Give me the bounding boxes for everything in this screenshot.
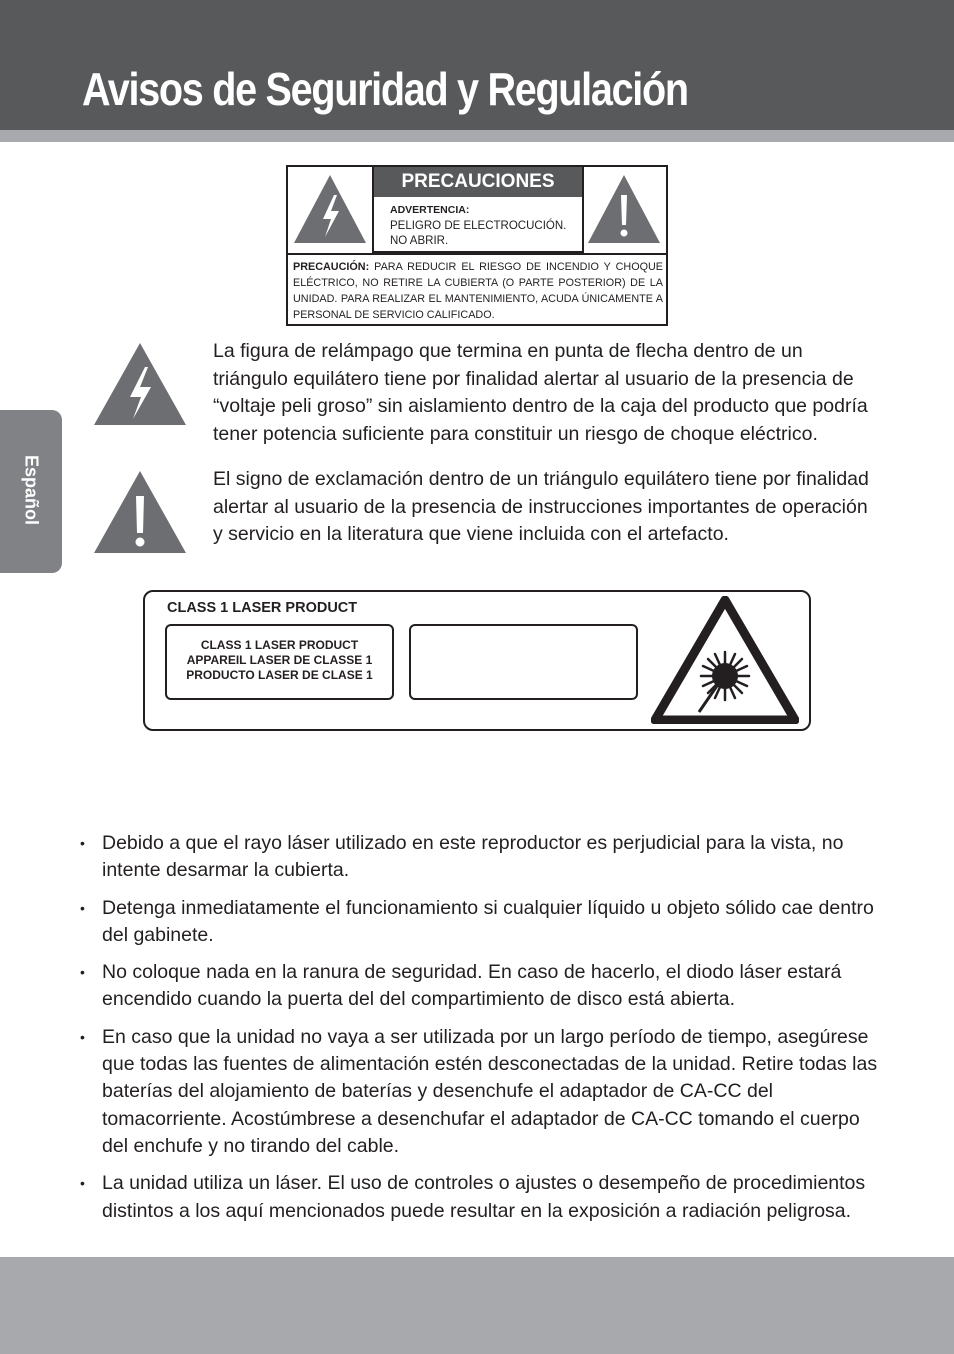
caution-divider [288,253,666,255]
footer-band [0,1257,954,1354]
caution-warning-heading: ADVERTENCIA: [390,204,470,216]
caution-note [293,259,663,323]
laser-product-panel [143,590,811,731]
exclamation-symbol-description: El signo de exclamación dentro de un triángulo equilátero tiene por finalidad alertar al usuario de la presencia de instrucciones importantes de operación y servicio en la literatura que viene incluida con el artefacto. [213,468,869,545]
lightning-warning-icon [292,173,368,245]
list-item: • Debido a que el rayo láser utilizado en este reproductor es perjudicial para la vista, no intente desarmar la cubierta. [80,830,880,885]
laser-panel-title: CLASS 1 LASER PRODUCT [167,600,358,616]
lightning-triangle-icon [92,341,188,427]
caution-hazard-line1: PELIGRO DE ELECTROCUCIÓN. [390,220,567,232]
caution-note-text: PARA REDUCIR EL RIESGO DE INCENDIO Y CHOQUE ELÉCTRICO, NO RETIRE LA CUBIERTA (O PARTE POSTERIOR) DE LA UNIDAD. PARA REALIZAR EL MANTENIMIENTO, ACUDA ÚNICAMENTE A PERSONAL DE SERVICIO CALIFICADO. [293,261,663,321]
caution-hazard-text [390,219,580,249]
language-tab-label: Español [21,454,42,526]
laser-radiation-icon [651,596,799,724]
list-item: • En caso que la unidad no vaya a ser utilizada por un largo período de tiempo, asegúrese que todas las fuentes de alimentación estén desconectadas de la unidad. Retire todas las baterías del alojamiento de baterías y desenchufe el adaptador de CA-CC del tomacorriente. Acostúmbrese a desenchufar el adaptador de CA-CC tomando el cuerpo del enchufe y no tirando del cable. [80,1024,880,1160]
list-item: • No coloque nada en la ranura de seguridad. En caso de hacerlo, el diodo láser estará encendido cuando la puerta del del compartimiento de disco está abierta. [80,959,880,1014]
laser-label-line1: CLASS 1 LASER PRODUCT [200,638,359,652]
lightning-symbol-description: La figura de relámpago que termina en punta de flecha dentro de un triángulo equilátero tiene por finalidad alertar al usuario de la presencia de “voltaje peli groso” sin aislamiento dentro de la caja del producto que podría tener potencia suficiente para constituir un riesgo de choque eléctrico. [213,340,868,445]
exclamation-triangle-icon [92,469,188,555]
caution-label [286,165,668,326]
list-item: • Detenga inmediatamente el funcionamiento si cualquier líquido u objeto sólido cae dentro del gabinete. [80,895,880,950]
caution-banner: PRECAUCIONES [374,167,582,197]
laser-label-line2: APPAREIL LASER DE CLASSE 1 [186,653,373,667]
list-item: • La unidad utiliza un láser. El uso de controles o ajustes o desempeño de procedimientos distintos a los aquí mencionados puede resultar en la exposición a radiación peligrosa. [80,1170,880,1225]
laser-blank-label [409,624,638,700]
caution-hazard-line2: NO ABRIR. [390,235,449,247]
laser-label-line3: PRODUCTO LASER DE CLASE 1 [186,668,373,682]
exclamation-warning-icon [586,173,662,245]
header-underline [0,130,954,142]
safety-bullet-list [80,830,880,1235]
caution-note-prefix: PRECAUCIÓN: [293,261,370,273]
caution-center-panel [372,167,584,253]
laser-class-label [165,624,394,700]
page-title: Avisos de Seguridad y Regulación [82,63,688,115]
